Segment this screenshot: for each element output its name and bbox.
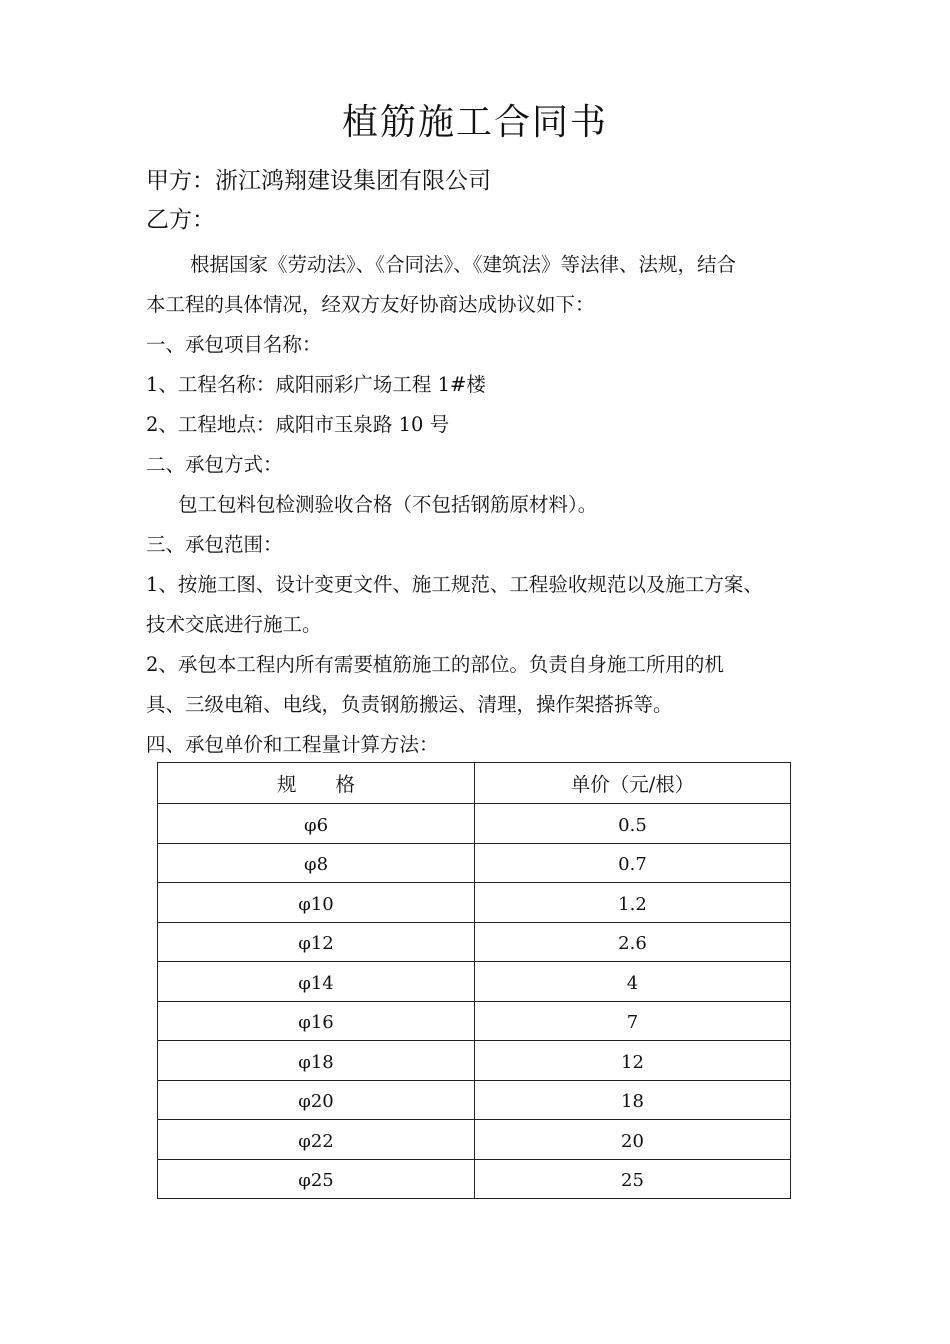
scope-item-2-line-2: 具、三级电箱、电线，负责钢筋搬运、清理，操作架搭拆等。	[146, 693, 673, 716]
unit-price-table	[157, 762, 791, 1199]
intro-line-1: 根据国家《劳动法》、《合同法》、《建筑法》等法律、法规，结合	[190, 253, 737, 276]
price-cell: 18	[475, 1080, 791, 1120]
section-2-heading: 二、承包方式：	[146, 453, 283, 476]
spec-cell: φ12	[158, 922, 475, 962]
spec-cell: φ16	[158, 1001, 475, 1041]
spec-cell: φ22	[158, 1120, 475, 1160]
spec-cell: φ18	[158, 1041, 475, 1081]
spec-cell: φ10	[158, 883, 475, 923]
table-header-row	[158, 763, 791, 804]
spec-cell: φ25	[158, 1159, 475, 1199]
table-row	[158, 883, 791, 923]
spec-cell: φ14	[158, 962, 475, 1002]
scope-item-1-line-1: 1、按施工图、设计变更文件、施工规范、工程验收规范以及施工方案、	[146, 573, 763, 596]
price-cell: 25	[475, 1159, 791, 1199]
spec-cell: φ6	[158, 804, 475, 844]
table-row	[158, 1001, 791, 1041]
price-cell: 12	[475, 1041, 791, 1081]
scope-item-2-line-1: 2、承包本工程内所有需要植筋施工的部位。负责自身施工所用的机	[146, 653, 724, 676]
table-row	[158, 922, 791, 962]
price-cell: 2.6	[475, 922, 791, 962]
price-cell: 7	[475, 1001, 791, 1041]
table-row	[158, 1080, 791, 1120]
price-cell: 0.5	[475, 804, 791, 844]
table-row	[158, 1120, 791, 1160]
contract-method: 包工包料包检测验收合格（不包括钢筋原材料）。	[178, 493, 598, 516]
project-location: 2、工程地点：咸阳市玉泉路 10 号	[146, 413, 450, 436]
price-cell: 0.7	[475, 843, 791, 883]
table-row	[158, 1041, 791, 1081]
table-row	[158, 804, 791, 844]
intro-line-2: 本工程的具体情况，经双方友好协商达成协议如下：	[146, 293, 595, 316]
spec-cell: φ8	[158, 843, 475, 883]
section-3-heading: 三、承包范围：	[146, 533, 283, 556]
party-b: 乙方：	[146, 207, 215, 233]
header-spec: 规 格	[158, 763, 475, 804]
price-cell: 4	[475, 962, 791, 1002]
project-name: 1、工程名称：咸阳丽彩广场工程 1#楼	[146, 373, 486, 396]
header-unit-price: 单价（元/根）	[475, 763, 791, 804]
table-row	[158, 1159, 791, 1199]
section-4-heading: 四、承包单价和工程量计算方法：	[146, 733, 439, 756]
section-1-heading: 一、承包项目名称：	[146, 333, 322, 356]
table-row	[158, 843, 791, 883]
party-a: 甲方：浙江鸿翔建设集团有限公司	[146, 168, 491, 194]
price-cell: 1.2	[475, 883, 791, 923]
table-row	[158, 962, 791, 1002]
price-cell: 20	[475, 1120, 791, 1160]
scope-item-1-line-2: 技术交底进行施工。	[146, 613, 322, 636]
document-title: 植筋施工合同书	[341, 102, 608, 143]
spec-cell: φ20	[158, 1080, 475, 1120]
